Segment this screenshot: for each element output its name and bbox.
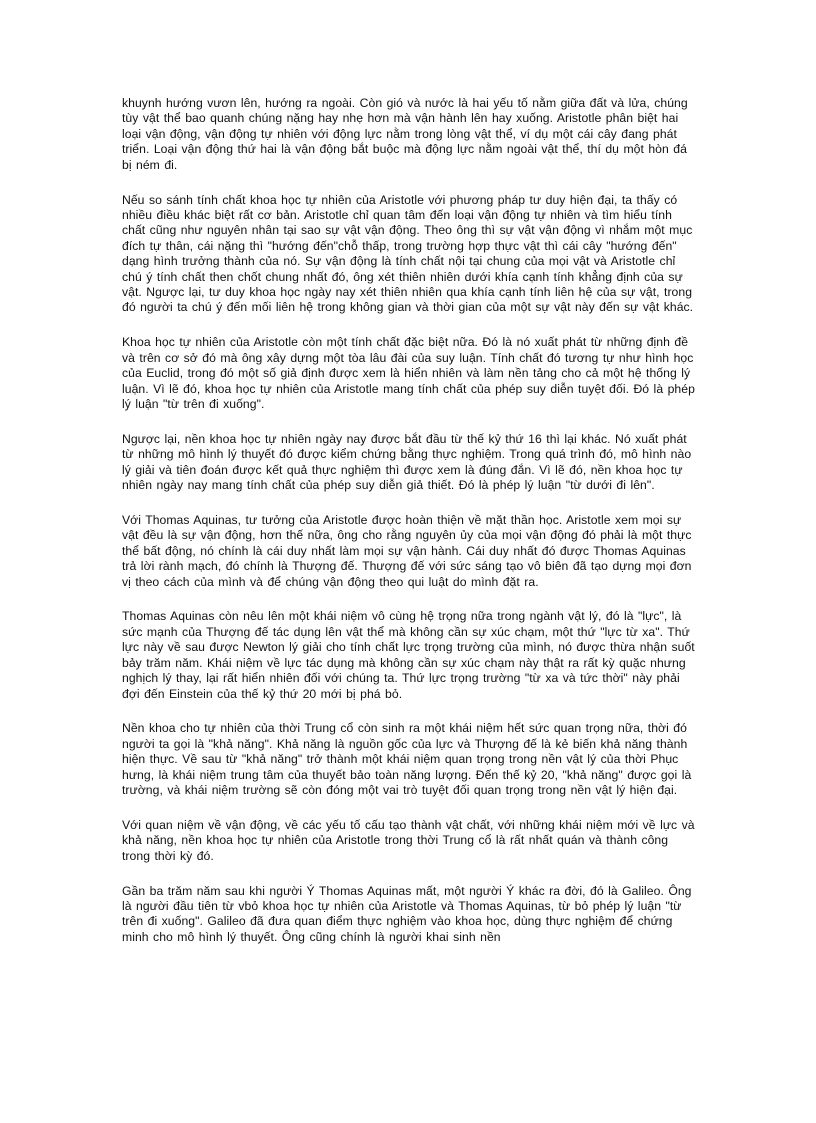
paragraph-6: Thomas Aquinas còn nêu lên một khái niệm vô cùng hệ trọng nữa trong ngành vật lý, đó là "lực", là sức mạnh của Thượng đế tác dụng lên vật thể mà không cần sự xúc chạm, một thứ "lực từ xa". Thứ lực này về sau được Newton lý giải cho tính chất lực trọng trường của mình, nó được thừa nhận suốt bảy trăm năm. Khái niệm về lực tác dụng mà không cần sự xúc chạm này thật ra rất kỳ quặc nhưng nghịch lý thay, lại rất hiển nhiên đối với chúng ta. Thứ lực trọng trường "từ xa và tức thời" này phải đợi đến Einstein của thế kỷ thứ 20 mới bị phá bỏ. xyxy=(122,609,695,701)
paragraph-4: Ngược lại, nền khoa học tự nhiên ngày nay được bắt đầu từ thế kỷ thứ 16 thì lại khác. Nó xuất phát từ những mô hình lý thuyết đó được kiểm chứng bằng thực nghiệm. Trong quá trình đó, mô hình nào lý giải và tiên đoán được kết quả thực nghiệm thì được xem là đúng đắn. Vì lẽ đó, nền khoa học tự nhiên ngày nay mang tính chất của phép suy diễn giả thiết. Đó là phép lý luận "từ dưới đi lên". xyxy=(122,431,692,493)
paragraph-8: Với quan niệm về vận động, về các yếu tố cấu tạo thành vật chất, với những khái niệm mới về lực và khả năng, nền khoa học tự nhiên của Aristotle trong thời Trung cổ là rất nhất quán và thành công trong thời kỳ đó. xyxy=(122,817,695,863)
paragraph-9: Gần ba trăm năm sau khi người Ý Thomas Aquinas mất, một người Ý khác ra đời, đó là Galileo. Ông là người đầu tiên từ vbỏ khoa học tự nhiên của Aristotle và Thomas Aquinas, từ bỏ phép lý luận "từ trên đi xuống". Galileo đã đưa quan điểm thực nghiệm vào khoa học, dùng thực nghiệm để chứng minh cho mô hình lý thuyết. Ông cũng chính là người khai sinh nền xyxy=(122,883,692,944)
paragraph-5: Với Thomas Aquinas, tư tưởng của Aristotle được hoàn thiện về mặt thần học. Aristotle xem mọi sự vật đều là sự vận động, hơn thế nữa, ông cho rằng nguyên ủy của mọi vận động đó phải là một thực thể bất động, nó chính là cái duy nhất làm mọi sự vận hành. Cái duy nhất đó được Thomas Aquinas trả lời rành mạch, đó chính là Thượng đế. Thượng đế với sức sáng tạo vô biên đã tạo dựng mọi đơn vị theo cách của mình và để chúng vận động theo qui luật do mình đặt ra. xyxy=(122,512,692,589)
paragraph-7: Nền khoa cho tự nhiên của thời Trung cổ còn sinh ra một khái niệm hết sức quan trọng nữa, thời đó người ta gọi là "khả năng". Khả năng là nguồn gốc của lực và Thượng đế là kẻ biến khả năng thành hiện thực. Về sau từ "khả năng" trở thành một khái niệm quan trọng trong nền vật lý của thời Phục hưng, là khái niệm trung tâm của thuyết bảo toàn năng lượng. Đến thế kỷ 20, "khả năng" được gọi là trường, và khái niệm trường sẽ còn đóng một vai trò tuyệt đối quan trọng trong nền vật lý hiện đại. xyxy=(122,721,692,798)
paragraph-1: khuynh hướng vươn lên, hướng ra ngoài. Còn gió và nước là hai yếu tố nằm giữa đất và lửa, chúng tùy vật thể bao quanh chúng nặng hay nhẹ hơn mà vận hành lên hay xuống. Aristotle phân biệt hai loại vận động, vận động tự nhiên với động lực nằm trong lòng vật thể, ví dụ một cái cây đang phát triển. Loại vận động thứ hai là vận động bắt buộc mà động lực nằm ngoài vật thể, thí dụ một hòn đá bị ném đi. xyxy=(122,96,688,172)
paragraph-2: Nếu so sánh tính chất khoa học tự nhiên của Aristotle với phương pháp tư duy hiện đại, ta thấy có nhiều điều khác biệt rất cơ bản. Aristotle chỉ quan tâm đến loại vận động tự nhiên và tìm hiểu tính chất cũng như nguyên nhân tại sao sự vật vận động. Theo ông thì sự vật vận động vì nhắm một mục đích tự thân, cái nặng thì "hướng đến"chỗ thấp, trong trường hợp thực vật thì cái cây "hướng đến" dạng hình trưởng thành của nó. Sự vận động là tính chất nội tại chung của mọi vật và Aristotle chỉ chú ý tính chất then chốt chung nhất đó, ông xét thiên nhiên dưới khía cạnh tính khẳng định của sự vật. Ngược lại, tư duy khoa học ngày nay xét thiên nhiên qua khía cạnh tính liên hệ của sự vật, trong đó người ta chú ý đến mối liên hệ trong không gian và thời gian của một sự vật này đến sự vật khác. xyxy=(122,192,694,315)
paragraph-3: Khoa học tự nhiên của Aristotle còn một tính chất đặc biệt nữa. Đó là nó xuất phát từ những định đề và trên cơ sở đó mà ông xây dựng một tòa lâu đài của suy luận. Tính chất đó tương tự như hình học của Euclid, trong đó một số giả định được xem là hiển nhiên và làm nền tảng cho cả một hệ thống lý luận. Vì lẽ đó, khoa học tự nhiên của Aristotle mang tính chất của phép suy diễn tuyệt đối. Đó là phép lý luận "từ trên đi xuống". xyxy=(122,335,695,411)
